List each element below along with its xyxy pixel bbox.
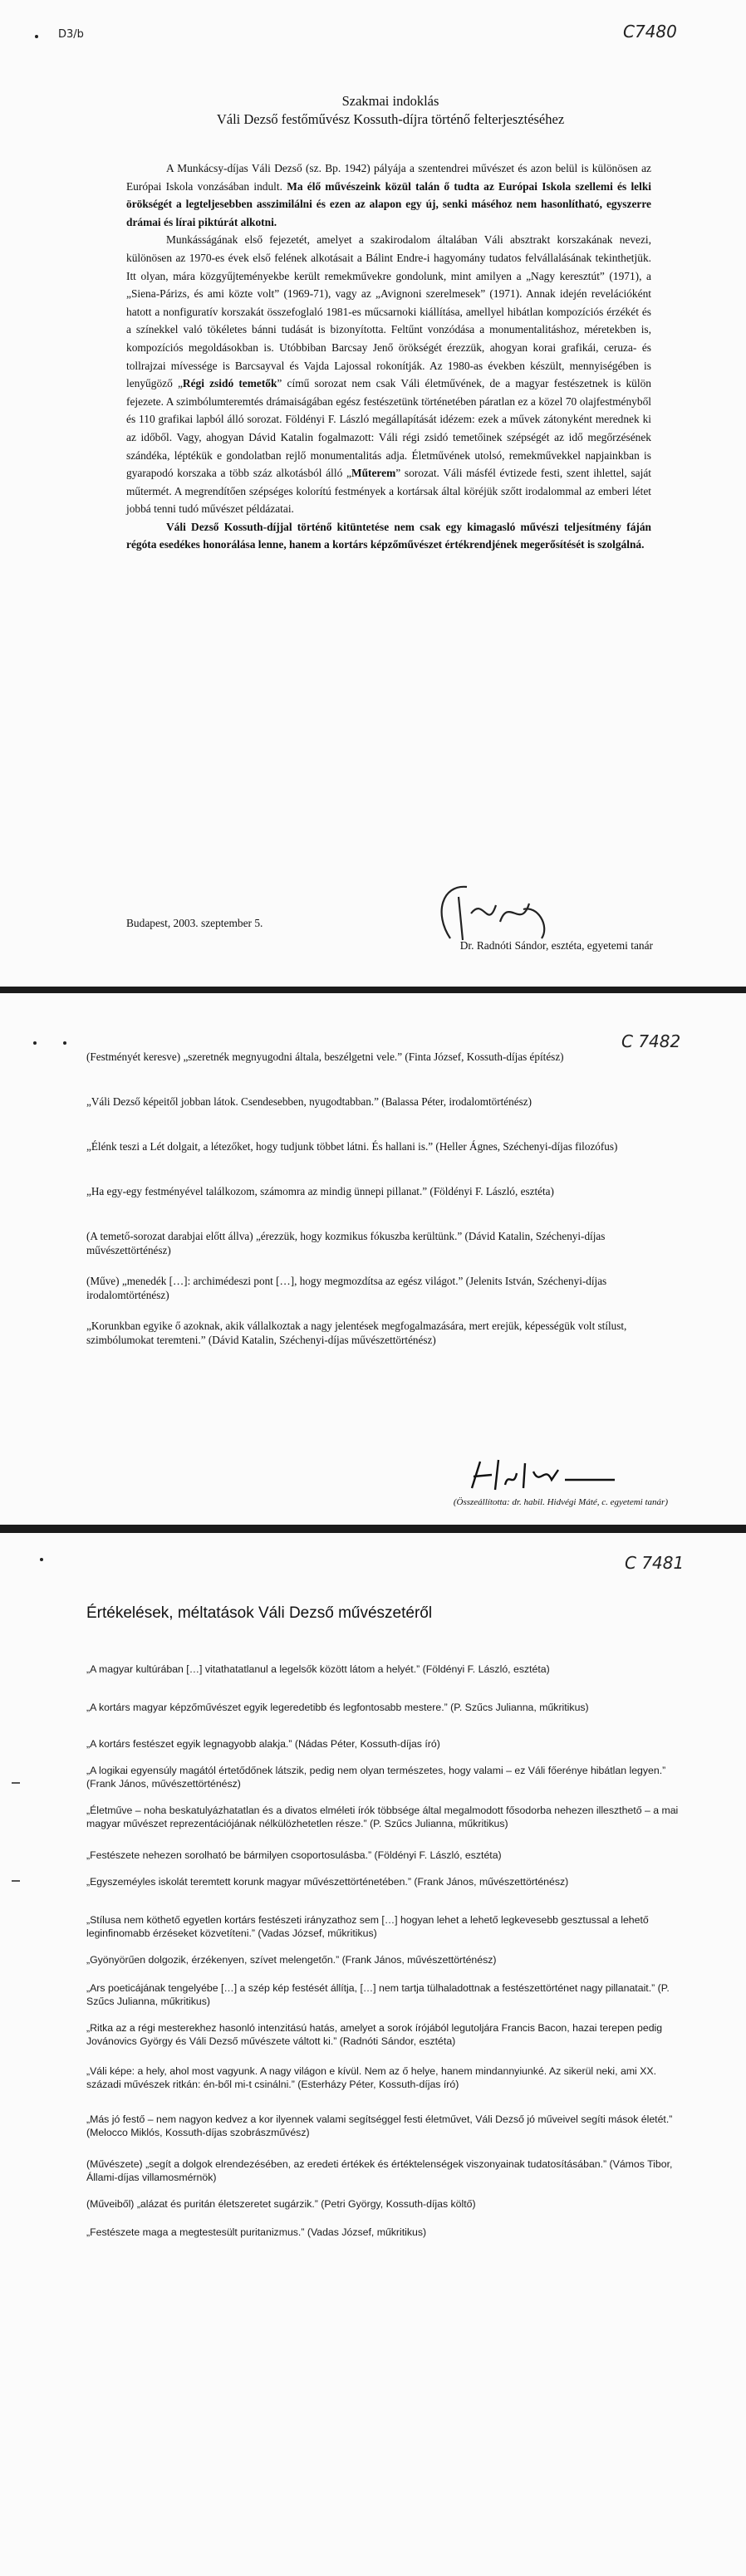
- paragraph-2: Munkásságának első fejezetét, amelyet a szakirodalom általában Váli absztrakt korszakának nevezi, különösen az 1970-es évek első felének alkotásait a Bálint Endre-i hagyomány tudatos felvállalásának tekinthetjük. Itt olyan, mára közgyűjteményekbe került remekművekre gondolunk, mint amilyen a „Nagy keresztút” (1971), a „Siena-Párizs, és ami közte volt” (1969-71), vagy az „Avignoni szerelmesek” (1971). Annak idején revelációként hatott a nonfiguratív korszakát összefoglaló 1981-es műcsarnoki kiállítása, amellyel hibátlan kompozíciós érzékét és a színekkel való tökéletes bánni tudását is bizonyította. Feltűnt vonzódása a monumentalitáshoz, méretekben is, kompozíciós megoldásokban is. Utóbbiban Barcsay Jenő örökségét érezzük, ahogyan korai grafikái, ceruza- és tollrajzai mívessége is Barcsayval és Vajda Lajossal rokonítják. Az 1980-as években készült, mennyiségében is lenyűgöző „Régi zsidó temetők” című sorozat nem csak Váli életművének, de a magyar festészetnek is külön fejezete. A szimbólumteremtés drámaiságában egész festészetünk történetében páratlan ez a közel 70 olajfestményből és 110 grafikai lapból álló sorozat. Földényi F. László megállapítását idézem: ezek a művek zátonyként merednek ki az időből. Vagy, ahogyan Dávid Katalin fogalmazott: Váli régi zsidó temetőinek szépségét az idő megőrzésének szándéka, léptékük e gondolatban rejlő monumentalitás adja. Életművének utolsó, remekművekkel napjainkban is gyarapodó korszaka a több száz alkotásból álló „Műterem” sorozat. Váli másfél évtizede festi, szent ihlettel, saját műtermét. A megrendítően szépséges kolorítú festmények a kortársak által köréjük szőtt irodalommal az emberi létet jobbá tenni tudó művészet példázatai.: [126, 233, 651, 516]
- letter-page-3: [0, 1533, 746, 2576]
- quote-item: „Váli Dezső képeitől jobban látok. Csendesebben, nyugodtabban.” (Balassa Péter, irodalomtörténész): [86, 1095, 532, 1108]
- punch-mark: [33, 1041, 37, 1045]
- assessment-quote: „Stílusa nem köthető egyetlen kortárs festészeti irányzathoz sem […] hogyan lehet a lehető legkevesebb gesztussal a lehető leginfinomabb érzéseket közvetíteni.” (Vadas József, műkritikus): [86, 1914, 649, 1939]
- paragraph-1: A Munkácsy-díjas Váli Dezső (sz. Bp. 1942) pályája a szentendrei művészet és azon belül is különösen az Európai Iskola vonzásában indult. Ma élő művészeink közül talán ő tudta az Európai Iskola szellemi és lelki örökségét a legteljesebben asszimilálni és ezen az alapon egy új, senki máséhoz nem hasonlítható, egyszerre drámai és lírai piktúrát alkotni.: [126, 162, 652, 228]
- punch-mark: [63, 1041, 66, 1045]
- assessment-quote: „Ritka az a régi mesterekhez hasonló intenzitású hatás, amelyet a sorok írójából legutoljára Francis Bacon, hazai terepen pedig Jovánovics György és Váli Dezső művészete váltott ki.” (Radnóti Sándor, esztéta): [86, 2022, 663, 2047]
- compiled-by-note: (Összeállította: dr. habil. Hidvégi Máté, c. egyetemi tanár): [453, 1497, 668, 1507]
- quote-item: „Élénk teszi a Lét dolgait, a létezőket, hogy tudjunk többet látni. És hallani is.” (Heller Ágnes, Széchenyi-díjas filozófus): [86, 1140, 618, 1153]
- assessment-quote: „Gyönyörűen dolgozik, érzékenyen, szívet melengetőn.” (Frank János, művészettörténész): [86, 1954, 497, 1966]
- justification-body: [126, 159, 651, 554]
- page-separator: [0, 1525, 746, 1533]
- handwritten-archive-number: C 7482: [621, 1031, 681, 1051]
- document-subtitle: Váli Dezső festőművész Kossuth-díjra történő felterjesztéséhez: [216, 111, 565, 127]
- signature-image: [425, 880, 558, 947]
- assessment-quote: „Életműve – noha beskatulyázhatatlan és a divatos elméleti írók többsége által megalmodott fősodorba nehezen illeszthető – a mai magyar művészet reprezentációjának nélkülözhetetlen része.” (P. Szűcs Julianna, műkritikus): [86, 1805, 679, 1829]
- assessment-quote: „A magyar kultúrában […] vitathatatlanul a legelsők között látom a helyét.” (Földényi F. László, esztéta): [86, 1663, 550, 1675]
- assessment-quote: (Műveiből) „alázat és puritán életszeretet sugárzik.” (Petri György, Kossuth-díjas költő): [86, 2198, 476, 2210]
- page-separator: [0, 987, 746, 993]
- assessment-quote: „Festészete nehezen sorolható be bármilyen csoportosulásba.” (Földényi F. László, esztéta): [86, 1849, 502, 1861]
- punch-mark: [40, 1558, 43, 1561]
- assessment-quote: „A kortárs festészet egyik legnagyobb alakja.” (Nádas Péter, Kossuth-díjas író): [86, 1738, 440, 1750]
- document-title: Szakmai indoklás: [341, 93, 439, 109]
- page-heading: Értékelések, méltatások Váli Dezső művészetéről: [86, 1604, 433, 1622]
- assessment-quote: „A kortárs magyar képzőművészet egyik legeredetibb és legfontosabb mestere.” (P. Szűcs Julianna, műkritikus): [86, 1702, 589, 1713]
- quote-item: (Műve) „menedék […]: archimédeszi pont […], hogy megmozdítsa az egész világot.” (Jelenits István, Széchenyi-díjas irodalomtörténész): [86, 1275, 607, 1301]
- assessment-quote: „Ars poeticájának tengelyébe […] a szép kép festését állítja, […] nem tartja tülhaladottnak a festészettörténet nagy pillanatait.” (P. Szűcs Julianna, műkritikus): [86, 1982, 670, 2007]
- margin-mark: [12, 1880, 20, 1882]
- quote-item: (A temető-sorozat darabjai előtt állva) „érezzük, hogy kozmikus fókuszba kerültünk.” (Dávid Katalin, Széchenyi-díjas művészettörténész): [86, 1230, 606, 1256]
- compiler-signature-image: [465, 1455, 623, 1496]
- handwritten-archive-number: C7480: [623, 22, 677, 42]
- assessment-quote: „Egyszeméyles iskolát teremtett korunk magyar művészettörténetében.” (Frank János, művészettörténész): [86, 1876, 569, 1888]
- signer-name: Dr. Radnóti Sándor, esztéta, egyetemi tanár: [459, 939, 653, 952]
- paragraph-3: Váli Dezső Kossuth-díjjal történő kitüntetése nem csak egy kimagasló művészi teljesítmény fáján régóta esedékes honorálása lenne, hanem a kortárs képzőművészet értékrendjének megerősítését is szolgálná.: [126, 520, 651, 551]
- assessment-quote: „Váli képe: a hely, ahol most vagyunk. A nagy világon e kívül. Nem az ő helye, hanem mindannyiunké. Az sikerül neki, ami XX. századi művészek ritkán: én-ből mi-t csinálni.” (Esterházy Péter, Kossuth-díjas író): [86, 2065, 657, 2090]
- assessment-quote: „Festészete maga a megtestesült puritanizmus.” (Vadas József, műkritikus): [86, 2226, 427, 2238]
- margin-mark: [12, 1782, 20, 1784]
- quote-item: (Festményét keresve) „szeretnék megnyugodni általa, beszélgetni vele.” (Finta József, Kossuth-díjas építész): [86, 1050, 564, 1063]
- assessment-quote: (Művészete) „segít a dolgok elrendezésében, az eredeti értékek és értéktelenségek viszonyainak tudatosításában.” (Vámos Tibor, Állami-díjas villamosmérnök): [86, 2158, 673, 2183]
- assessment-quote: „A logikai egyensúly magától értetődőnek látszik, pedig nem olyan természetes, hogy valami – ez Váli főerénye hibátlan legyen.” (Frank János, művészettörténész): [86, 1765, 666, 1790]
- date-line: Budapest, 2003. szeptember 5.: [126, 917, 263, 929]
- quote-item: „Ha egy-egy festményével találkozom, számomra az mindig ünnepi pillanat.” (Földényi F. László, esztéta): [86, 1185, 554, 1197]
- handwritten-note-left: D3/b: [58, 28, 84, 41]
- assessment-quote: „Más jó festő – nem nagyon kedvez a kor ilyennek valami segítséggel festi életművet, Váli Dezső jó műveivel segíti mások életét.” (Melocco Miklós, Kossuth-díjas szobrászművész): [86, 2113, 673, 2138]
- letter-page-1: [0, 0, 746, 987]
- handwritten-archive-number: C 7481: [625, 1553, 685, 1573]
- punch-mark: [35, 35, 38, 38]
- quote-item: „Korunkban egyike ő azoknak, akik vállalkoztak a nagy jelentések megfogalmazására, mert erejük, képességük volt stílust, szimbólumokat teremteni.” (Dávid Katalin, Széchenyi-díjas művészettörténész): [86, 1320, 627, 1346]
- letter-page-2: [0, 993, 746, 1525]
